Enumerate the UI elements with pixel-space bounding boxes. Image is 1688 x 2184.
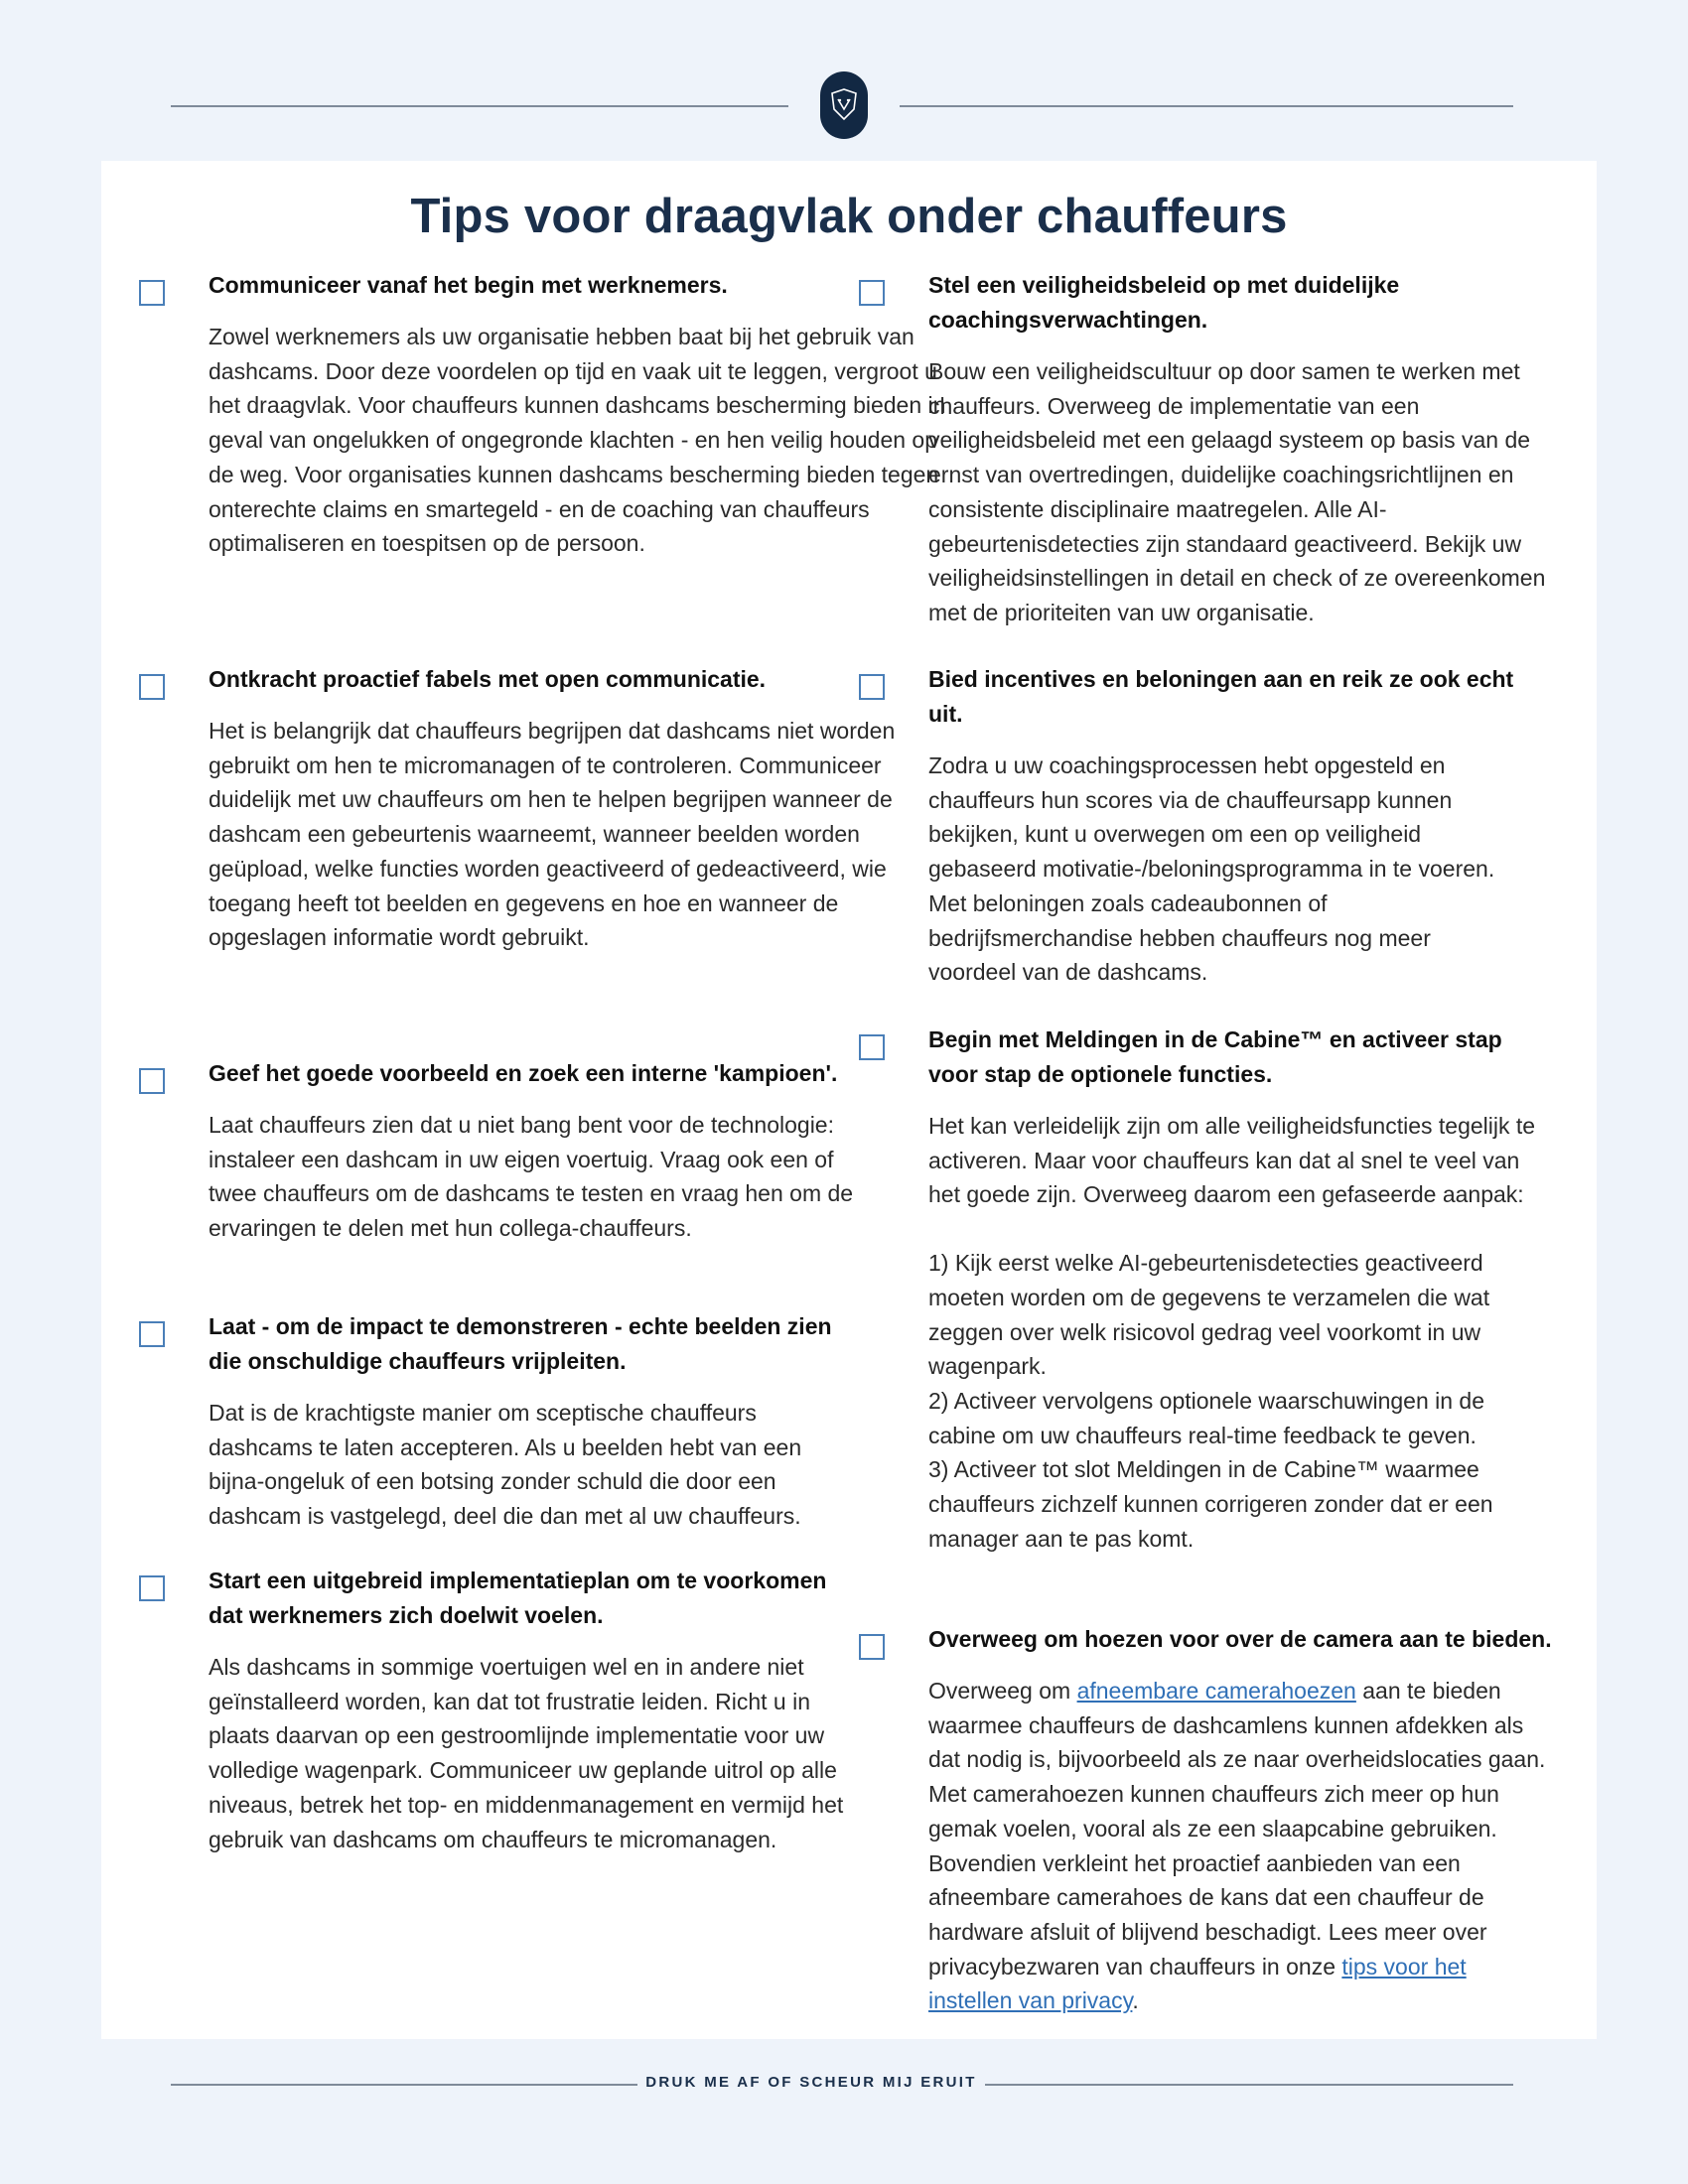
tip-show-real-footage [209,1309,854,1534]
tip-implementation-plan [209,1564,854,1856]
tip-body-text: . [1132,1987,1139,2014]
tip-camera-covers [928,1622,1554,2018]
tip-body: Dat is de krachtigste manier om sceptische chauffeurs dashcams te laten accepteren. Als u beelden hebt van een bijna-ongeluk of een botsing zonder schuld die door een dashcam is vastgelegd, deel die dan met al uw chauffeurs. [209,1400,802,1530]
lion-head-logo-icon [820,71,868,139]
tip-lead-by-example [209,1056,854,1246]
footer-rule-left [171,2084,637,2086]
tip-body: Zowel werknemers als uw organisatie hebben baat bij het gebruik van dashcams. Door deze voordelen op tijd en vaak uit te leggen, vergroot u het draagvlak. Voor chauffeurs kunnen dashcams bescherming bieden in geval van ongelukken of ongegronde klachten - en hen veilig houden op de weg. Voor organisaties kunnen dashcams bescherming bieden tegen onterechte claims en smartegeld - en de coaching van chauffeurs optimaliseren en toespitsen op de persoon. [209,324,946,557]
checkbox-icon[interactable] [139,674,165,700]
tip-steps: 1) Kijk eerst welke AI-gebeurtenisdetecties geactiveerd moeten worden om de gegevens te verzamelen die wat zeggen over welk risicovol gedrag veel voorkomt in uw wagenpark. 2) Activeer vervolgens optionele waarschuwingen in de cabine om uw chauffeurs real-time feedback te geven. 3) Activeer tot slot Meldingen in de Cabine™ waarmee chauffeurs zichzelf kunnen corrigeren zonder dat er een manager aan te pas komt. [928,1250,1493,1552]
footer-rule-right [985,2084,1513,2086]
tip-body: Het kan verleidelijk zijn om alle veiligheidsfuncties tegelijk te activeren. Maar voor chauffeurs kan dat al snel te veel van het goede zijn. Overweeg daarom een gefaseerde aanpak: [928,1113,1536,1208]
checkbox-icon[interactable] [139,1068,165,1094]
tip-heading: Stel een veiligheidsbeleid op met duidelijke coachingsverwachtingen. [928,272,1400,333]
tip-heading: Begin met Meldingen in de Cabine™ en activeer stap voor stap de optionele functies. [928,1026,1502,1087]
tip-heading: Overweeg om hoezen voor over de camera aan te bieden. [928,1626,1552,1652]
tip-heading: Geef het goede voorbeeld en zoek een interne 'kampioen'. [209,1060,838,1086]
checkbox-icon[interactable] [859,674,885,700]
tip-incentives [928,662,1524,990]
tip-debunk-myths [209,662,953,955]
camera-covers-link[interactable]: afneembare camerahoezen [1076,1678,1356,1704]
header-rule-left [171,105,788,107]
tip-heading: Communiceer vanaf het begin met werknemers. [209,272,728,298]
tip-safety-policy [928,268,1554,630]
checkbox-icon[interactable] [139,1321,165,1347]
tip-body: Zodra u uw coachingsprocessen hebt opgesteld en chauffeurs hun scores via de chauffeursapp kunnen bekijken, kunt u overwegen om een op veiligheid gebaseerd motivatie-/beloningsprogramma in te voeren. Met beloningen zoals cadeaubonnen of bedrijfsmerchandise hebben chauffeurs nog meer voordeel van de dashcams. [928,752,1495,986]
tip-body-text: Overweeg om [928,1678,1077,1704]
checkbox-icon[interactable] [139,1575,165,1601]
tip-body: Als dashcams in sommige voertuigen wel en in andere niet geïnstalleerd worden, kan dat tot frustratie leiden. Richt u in plaats daarvan op een gestroomlijnde implementatie voor uw volledige wagenpark. Communiceer uw geplande uitrol op alle niveaus, betrek het top- en middenmanagement en vermijd het gebruik van dashcams om chauffeurs te micromanagen. [209,1654,844,1852]
checklist-sheet [101,161,1597,2039]
checkbox-icon[interactable] [859,1634,885,1660]
privacy-tips-link[interactable]: tips voor het instellen van privacy [928,1953,1467,2014]
footer-label: DRUK ME AF OF SCHEUR MIJ ERUIT [645,2074,977,2091]
tip-in-cab-alerts [928,1023,1554,1556]
tip-heading: Bied incentives en beloningen aan en reik ze ook echt uit. [928,666,1514,727]
tip-body: Laat chauffeurs zien dat u niet bang bent voor de technologie: instaleer een dashcam in uw eigen voertuig. Vraag ook een of twee chauffeurs om de dashcams te testen en vraag hen om de ervaringen te delen met hun collega-chauffeurs. [209,1112,854,1242]
tip-communicate-early [209,268,953,561]
tip-body-text: aan te bieden waarmee chauffeurs de dashcamlens kunnen afdekken als dat nodig is, bijvoorbeeld als ze naar overheidslocaties gaan. Met camerahoezen kunnen chauffeurs zich meer op hun gemak voelen, vooral als ze een slaapcabine gebruiken. Bovendien verkleint het proactief aanbieden van een afneembare camerahoes de kans dat een chauffeur de hardware afsluit of blijvend beschadigt. Lees meer over privacybezwaren van chauffeurs in onze [928,1678,1546,1979]
tip-body [928,1674,1554,2018]
tip-body: Het is belangrijk dat chauffeurs begrijpen dat dashcams niet worden gebruikt om hen te micromanagen of te controleren. Communiceer duidelijk met uw chauffeurs om hen te helpen begrijpen wanneer de dashcam een gebeurtenis waarneemt, wanneer beelden worden geüpload, welke functies worden geactiveerd of gedeactiveerd, wie toegang heeft tot beelden en gegevens en hoe en wanneer de opgeslagen informatie wordt gebruikt. [209,718,896,951]
checkbox-icon[interactable] [859,280,885,306]
page-title: Tips voor draagvlak onder chauffeurs [410,190,1288,243]
checkbox-icon[interactable] [139,280,165,306]
header-rule-right [900,105,1513,107]
tip-body: Bouw een veiligheidscultuur op door samen te werken met chauffeurs. Overweeg de implementatie van een veiligheidsbeleid met een gelaagd systeem op basis van de ernst van overtredingen, duidelijke coachingsrichtlijnen en consistente disciplinaire maatregelen. Alle AI-gebeurtenisdetecties zijn standaard geactiveerd. Bekijk uw veiligheidsinstellingen in detail en check of ze overeenkomen met de prioriteiten van uw organisatie. [928,358,1546,625]
tip-heading: Laat - om de impact te demonstreren - echte beelden zien die onschuldige chauffeurs vrijpleiten. [209,1313,832,1374]
tip-heading: Ontkracht proactief fabels met open communicatie. [209,666,767,692]
tip-heading: Start een uitgebreid implementatieplan om te voorkomen dat werknemers zich doelwit voelen. [209,1568,827,1628]
checkbox-icon[interactable] [859,1034,885,1060]
